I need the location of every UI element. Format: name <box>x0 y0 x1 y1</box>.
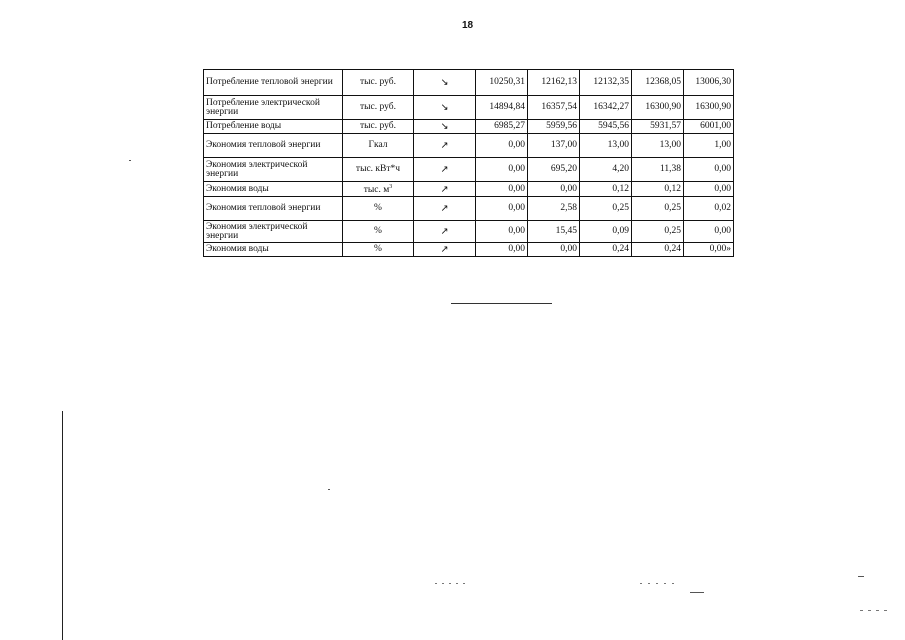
value-cell: 0,24 <box>580 243 632 257</box>
indicator-name: Экономия тепловой энергии <box>204 197 343 221</box>
value-cell: 0,12 <box>632 182 684 197</box>
trend-up-arrow-icon: ↗ <box>414 158 476 182</box>
value-cell: 16300,90 <box>684 96 734 120</box>
indicator-name: Потребление электрической энергии <box>204 96 343 120</box>
value-cell: 0,12 <box>580 182 632 197</box>
value-cell: 2,58 <box>528 197 580 221</box>
value-cell: 0,00 <box>684 158 734 182</box>
scan-speck <box>435 583 465 584</box>
value-cell: 16342,27 <box>580 96 632 120</box>
indicator-name: Экономия электрической энергии <box>204 221 343 243</box>
trend-down-arrow-icon: ↘ <box>414 70 476 96</box>
trend-up-arrow-icon: ↗ <box>414 221 476 243</box>
trend-up-arrow-icon: ↗ <box>414 197 476 221</box>
value-cell: 0,25 <box>580 197 632 221</box>
value-cell: 12368,05 <box>632 70 684 96</box>
scan-speck <box>860 610 888 611</box>
value-cell: 0,00 <box>476 243 528 257</box>
value-cell: 0,00 <box>684 182 734 197</box>
table-row <box>204 96 734 120</box>
value-cell: 0,00 <box>476 221 528 243</box>
indicator-unit: тыс. руб. <box>343 120 414 134</box>
value-cell: 14894,84 <box>476 96 528 120</box>
scan-speck <box>129 160 131 161</box>
value-cell: 0,00 <box>476 182 528 197</box>
trend-up-arrow-icon: ↗ <box>414 243 476 257</box>
trend-down-arrow-icon: ↘ <box>414 96 476 120</box>
value-cell: 0,00 <box>476 197 528 221</box>
value-cell: 5945,56 <box>580 120 632 134</box>
closing-rule <box>451 303 552 304</box>
value-cell: 137,00 <box>528 134 580 158</box>
scan-speck <box>858 576 864 577</box>
indicators-table-body <box>204 70 734 257</box>
value-cell: 0,25 <box>632 221 684 243</box>
indicator-name: Потребление тепловой энергии <box>204 70 343 96</box>
indicator-unit: % <box>343 221 414 243</box>
indicator-unit: тыс. кВт*ч <box>343 158 414 182</box>
value-cell: 695,20 <box>528 158 580 182</box>
indicator-name: Экономия электрической энергии <box>204 158 343 182</box>
value-cell: 11,38 <box>632 158 684 182</box>
value-cell: 5931,57 <box>632 120 684 134</box>
value-cell: 0,25 <box>632 197 684 221</box>
value-cell: 16300,90 <box>632 96 684 120</box>
value-cell: 6001,00 <box>684 120 734 134</box>
trend-up-arrow-icon: ↗ <box>414 134 476 158</box>
table-row <box>204 70 734 96</box>
table-row <box>204 158 734 182</box>
value-cell: 13,00 <box>580 134 632 158</box>
value-cell: 0,00» <box>684 243 734 257</box>
value-cell: 13006,30 <box>684 70 734 96</box>
value-cell: 4,20 <box>580 158 632 182</box>
indicator-name: Экономия воды <box>204 243 343 257</box>
page-number: 18 <box>461 20 474 31</box>
indicator-unit: % <box>343 197 414 221</box>
margin-line <box>62 411 63 640</box>
indicator-unit: Гкал <box>343 134 414 158</box>
indicator-name: Экономия воды <box>204 182 343 197</box>
indicator-unit: тыс. руб. <box>343 96 414 120</box>
value-cell: 13,00 <box>632 134 684 158</box>
value-cell: 15,45 <box>528 221 580 243</box>
value-cell: 16357,54 <box>528 96 580 120</box>
value-cell: 0,00 <box>528 182 580 197</box>
indicator-unit: тыс. м <box>363 185 390 196</box>
value-cell: 1,00 <box>684 134 734 158</box>
trend-down-arrow-icon: ↘ <box>414 120 476 134</box>
scan-speck <box>328 489 330 490</box>
unit-superscript: 3 <box>389 184 393 190</box>
trend-up-arrow-icon: ↗ <box>414 182 476 197</box>
indicator-unit: тыс. руб. <box>343 70 414 96</box>
table-row <box>204 243 734 257</box>
value-cell: 12162,13 <box>528 70 580 96</box>
value-cell: 0,02 <box>684 197 734 221</box>
indicator-name: Экономия тепловой энергии <box>204 134 343 158</box>
value-cell: 0,00 <box>476 134 528 158</box>
indicator-unit: % <box>343 243 414 257</box>
table-row <box>204 134 734 158</box>
table-row <box>204 197 734 221</box>
indicator-name: Потребление воды <box>204 120 343 134</box>
table-row <box>204 221 734 243</box>
value-cell: 12132,35 <box>580 70 632 96</box>
value-cell: 0,24 <box>632 243 684 257</box>
value-cell: 0,09 <box>580 221 632 243</box>
scan-speck <box>690 592 704 593</box>
value-cell: 6985,27 <box>476 120 528 134</box>
indicators-table <box>203 69 734 257</box>
table-row <box>204 182 734 197</box>
value-cell: 5959,56 <box>528 120 580 134</box>
value-cell: 0,00 <box>684 221 734 243</box>
indicator-unit-cell <box>343 182 414 197</box>
scan-speck <box>640 583 680 584</box>
value-cell: 10250,31 <box>476 70 528 96</box>
table-row <box>204 120 734 134</box>
value-cell: 0,00 <box>528 243 580 257</box>
value-cell: 0,00 <box>476 158 528 182</box>
